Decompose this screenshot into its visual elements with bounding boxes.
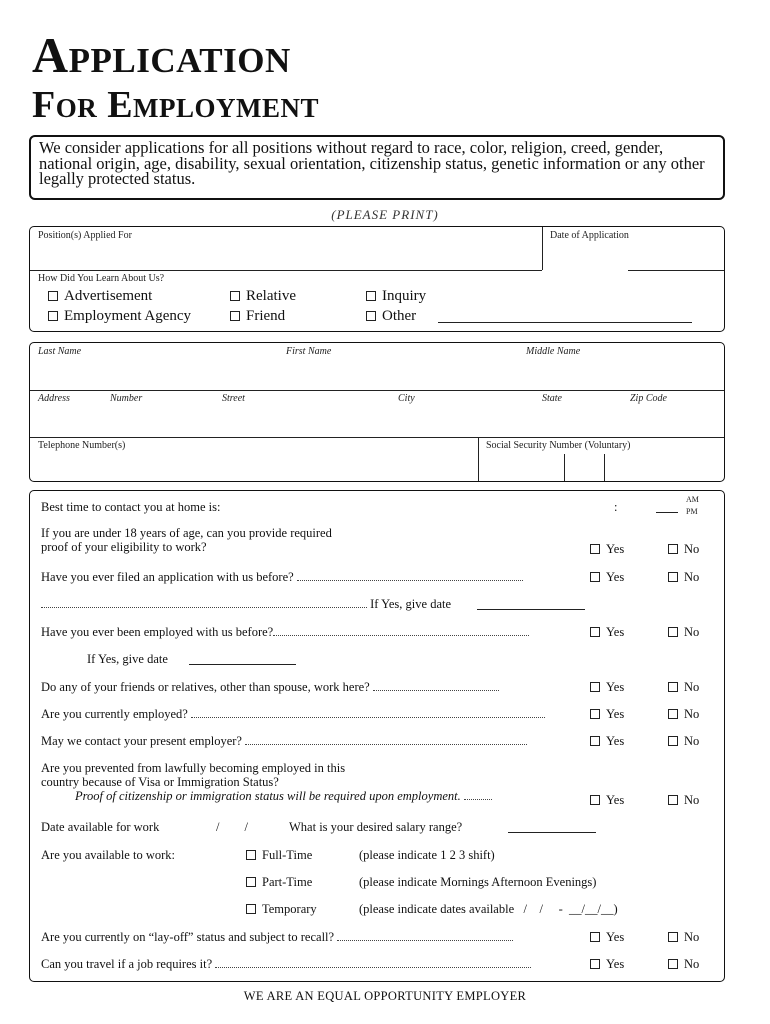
contact-employer-no[interactable]: No bbox=[668, 734, 699, 749]
under18-question: If you are under 18 years of age, can you provide required proof of your eligibility to work? bbox=[41, 526, 332, 554]
employed-before-date: If Yes, give date bbox=[87, 652, 168, 666]
learn-label: How Did You Learn About Us? bbox=[38, 273, 165, 284]
salary-field[interactable] bbox=[508, 832, 596, 833]
checkbox-icon bbox=[590, 736, 600, 746]
checkbox-icon bbox=[668, 682, 678, 692]
contact-employer-question: May we contact your present employer? bbox=[41, 734, 527, 748]
checkbox-icon bbox=[366, 311, 376, 321]
option-friend[interactable]: Friend bbox=[230, 308, 285, 325]
last-name-label: Last Name bbox=[38, 346, 82, 357]
best-time-question: Best time to contact you at home is: bbox=[41, 500, 221, 514]
under18-no[interactable]: No bbox=[668, 542, 699, 557]
travel-yes[interactable]: Yes bbox=[590, 957, 624, 972]
filed-yes[interactable]: Yes bbox=[590, 570, 624, 585]
checkbox-icon bbox=[246, 877, 256, 887]
telephone-label: Telephone Number(s) bbox=[38, 440, 126, 451]
pm-label: PM bbox=[686, 507, 698, 516]
temporary-option[interactable]: Temporary bbox=[246, 902, 317, 916]
checkbox-icon bbox=[668, 572, 678, 582]
checkbox-icon bbox=[246, 904, 256, 914]
checkbox-icon bbox=[366, 291, 376, 301]
option-inquiry[interactable]: Inquiry bbox=[366, 288, 426, 305]
middle-name-label: Middle Name bbox=[526, 346, 581, 357]
checkbox-icon bbox=[230, 291, 240, 301]
checkbox-icon bbox=[668, 627, 678, 637]
layoff-question: Are you currently on “lay-off” status and subject to recall? bbox=[41, 930, 513, 944]
address-label: Address bbox=[38, 393, 70, 404]
option-other[interactable]: Other bbox=[366, 308, 416, 325]
checkbox-icon bbox=[590, 544, 600, 554]
checkbox-icon bbox=[668, 795, 678, 805]
friends-question: Do any of your friends or relatives, other than spouse, work here? bbox=[41, 680, 499, 694]
eeo-disclaimer: We consider applications for all positions without regard to race, color, religion, creed, gender, national origin, age, disability, sexual orientation, citizenship status, genetic information or any other legally protected status. bbox=[29, 135, 725, 200]
checkbox-icon bbox=[246, 850, 256, 860]
full-time-option[interactable]: Full-Time bbox=[246, 848, 312, 862]
checkbox-icon bbox=[668, 709, 678, 719]
please-print-note: (PLEASE PRINT) bbox=[331, 207, 439, 222]
street-label: Street bbox=[222, 393, 245, 404]
name-field[interactable] bbox=[30, 390, 724, 391]
salary-label: What is your desired salary range? bbox=[289, 820, 463, 834]
position-field[interactable] bbox=[30, 270, 542, 271]
form-title-line2: For Employment bbox=[32, 84, 320, 126]
eoe-footer: WE ARE AN EQUAL OPPORTUNITY EMPLOYER bbox=[243, 989, 527, 1003]
date-label: Date of Application bbox=[550, 230, 629, 241]
personal-info-section bbox=[29, 342, 725, 482]
travel-question: Can you travel if a job requires it? bbox=[41, 957, 531, 971]
checkbox-icon bbox=[230, 311, 240, 321]
checkbox-icon bbox=[590, 682, 600, 692]
checkbox-icon bbox=[668, 959, 678, 969]
checkbox-icon bbox=[668, 736, 678, 746]
date-field[interactable] bbox=[628, 270, 724, 271]
employed-before-date-field[interactable] bbox=[189, 664, 296, 665]
questions-section: Best time to contact you at home is: : AM PM If you are under 18 years of age, can you provide required proof of your eligibility to work? Yes No Have you ever filed an application with us before? Yes No If Yes, give date Have you ever been employed with us before? Yes No If Yes, give date Do any of your friends or relatives, other than spouse, work here? Yes No Are you currently employed? Yes No May we contact your present employer? Yes No Are you prevented from lawfully becoming employed in this country because of Visa or Immigration Status? Proof of citizenship or immigration status will be required upon employment. Yes No Date available for work / / What is your desired salary range? Are you available to work: Full-Time (please indicate 1 2 3 shift) Part-Time (please indicate Mornings Afternoon Evenings) Temporary (please indicate dates available / / - __/__/__) Are you currently on “lay-off” status and subject to recall? Yes No Can you travel if a job requires it? Yes No bbox=[29, 490, 725, 982]
friends-no[interactable]: No bbox=[668, 680, 699, 695]
checkbox-icon bbox=[668, 932, 678, 942]
checkbox-icon bbox=[590, 709, 600, 719]
friends-yes[interactable]: Yes bbox=[590, 680, 624, 695]
checkbox-icon bbox=[48, 291, 58, 301]
temporary-note: (please indicate dates available / / - __/__/__) bbox=[359, 902, 618, 916]
best-time-field[interactable] bbox=[656, 512, 678, 513]
employed-before-question: Have you ever been employed with us before? bbox=[41, 625, 529, 639]
employed-before-no[interactable]: No bbox=[668, 625, 699, 640]
under18-yes[interactable]: Yes bbox=[590, 542, 624, 557]
date-available-label: Date available for work bbox=[41, 820, 160, 834]
form-title-line1: Application bbox=[32, 27, 291, 83]
state-label: State bbox=[542, 393, 562, 404]
checkbox-icon bbox=[590, 795, 600, 805]
filed-date-line: If Yes, give date bbox=[41, 597, 451, 611]
first-name-label: First Name bbox=[286, 346, 332, 357]
checkbox-icon bbox=[590, 959, 600, 969]
option-relative[interactable]: Relative bbox=[230, 288, 296, 305]
option-employment-agency[interactable]: Employment Agency bbox=[48, 308, 191, 325]
number-label: Number bbox=[110, 393, 143, 404]
full-time-note: (please indicate 1 2 3 shift) bbox=[359, 848, 495, 862]
ssn-field[interactable] bbox=[564, 454, 565, 481]
position-section bbox=[29, 226, 725, 332]
position-label: Position(s) Applied For bbox=[38, 230, 132, 241]
checkbox-icon bbox=[590, 627, 600, 637]
prevented-question: Are you prevented from lawfully becoming employed in this country because of Visa or Immigration Status? Proof of citizenship or immigration status will be required upon employment. bbox=[41, 761, 492, 803]
layoff-yes[interactable]: Yes bbox=[590, 930, 624, 945]
prevented-no[interactable]: No bbox=[668, 793, 699, 808]
date-available-field[interactable]: / / bbox=[216, 820, 248, 834]
part-time-note: (please indicate Mornings Afternoon Evenings) bbox=[359, 875, 597, 889]
employed-before-yes[interactable]: Yes bbox=[590, 625, 624, 640]
contact-employer-yes[interactable]: Yes bbox=[590, 734, 624, 749]
travel-no[interactable]: No bbox=[668, 957, 699, 972]
currently-employed-no[interactable]: No bbox=[668, 707, 699, 722]
city-label: City bbox=[398, 393, 415, 404]
address-field[interactable] bbox=[30, 437, 724, 438]
layoff-no[interactable]: No bbox=[668, 930, 699, 945]
checkbox-icon bbox=[48, 311, 58, 321]
filed-date-field[interactable] bbox=[477, 609, 585, 610]
other-field[interactable] bbox=[438, 322, 692, 323]
am-label: AM bbox=[686, 495, 699, 504]
zip-label: Zip Code bbox=[630, 393, 667, 404]
prevented-yes[interactable]: Yes bbox=[590, 793, 624, 808]
option-advertisement[interactable]: Advertisement bbox=[48, 288, 152, 305]
ssn-label: Social Security Number (Voluntary) bbox=[486, 440, 631, 451]
part-time-option[interactable]: Part-Time bbox=[246, 875, 312, 889]
checkbox-icon bbox=[590, 572, 600, 582]
currently-employed-question: Are you currently employed? bbox=[41, 707, 545, 721]
currently-employed-yes[interactable]: Yes bbox=[590, 707, 624, 722]
available-to-work-label: Are you available to work: bbox=[41, 848, 175, 862]
checkbox-icon bbox=[668, 544, 678, 554]
checkbox-icon bbox=[590, 932, 600, 942]
filed-question: Have you ever filed an application with us before? bbox=[41, 570, 523, 584]
filed-no[interactable]: No bbox=[668, 570, 699, 585]
